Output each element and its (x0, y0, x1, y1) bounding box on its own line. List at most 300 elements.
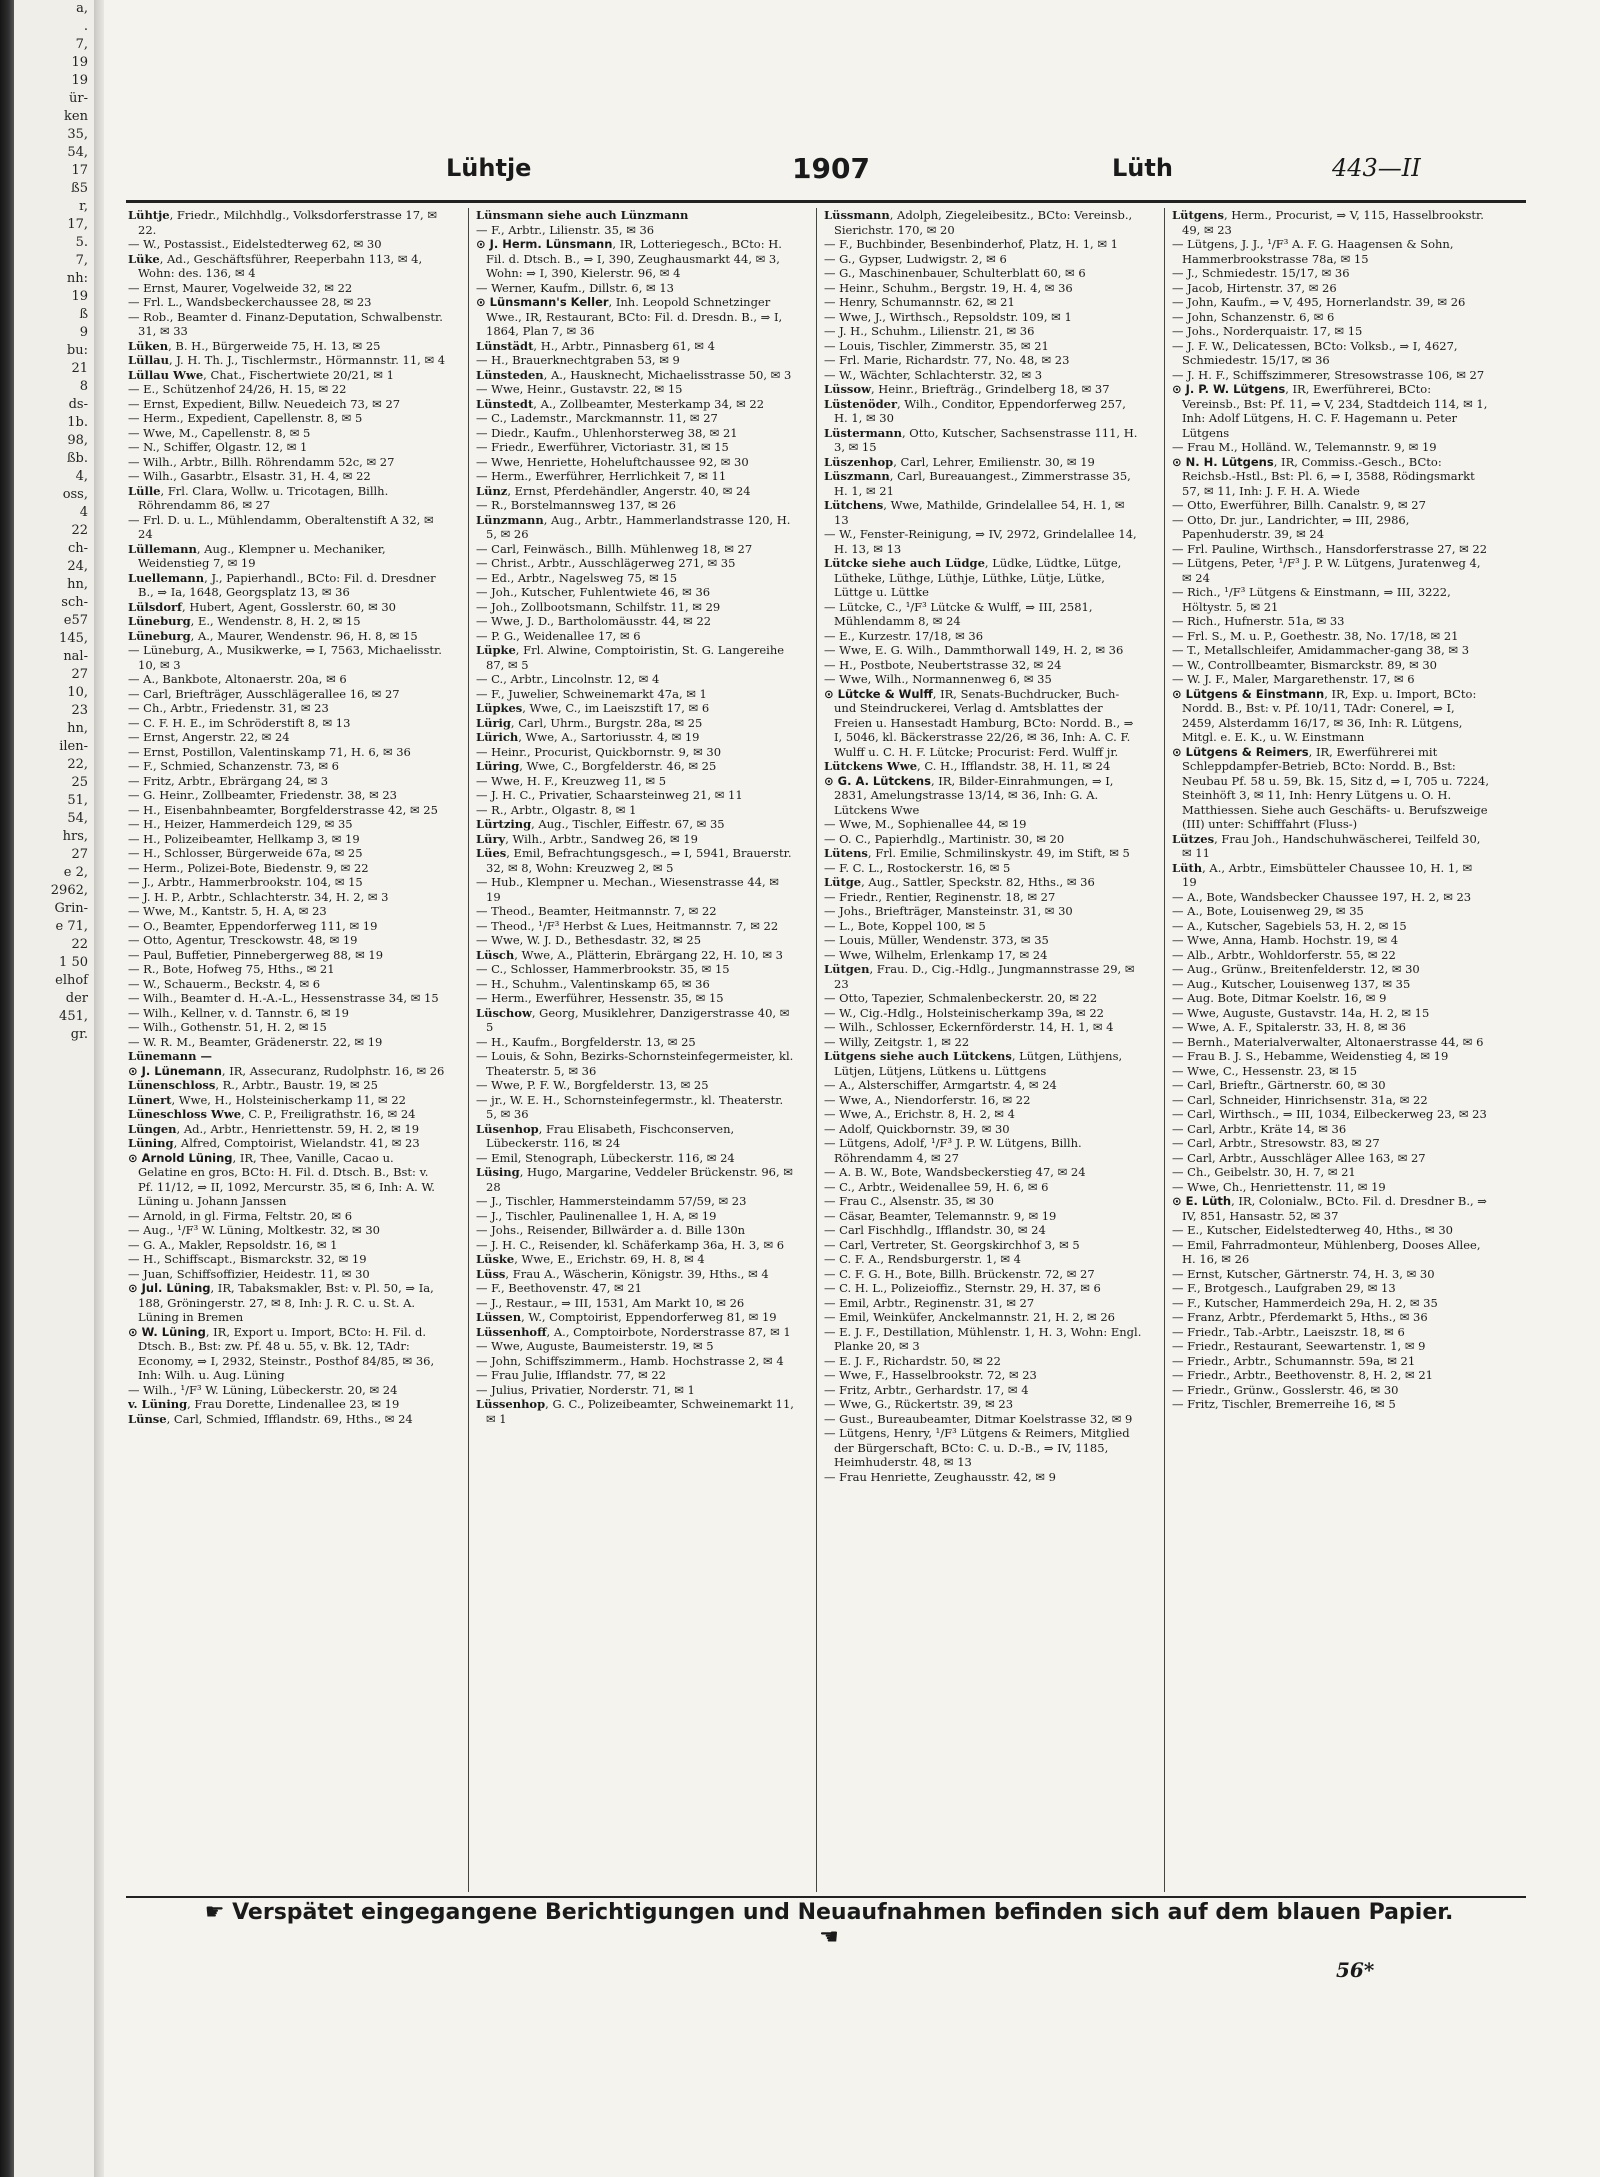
facing-page-fragment: hn, (67, 721, 88, 736)
directory-entry: ⊙ E. Lüth, IR, Colonialw., BCto. Fil. d. Dresdner B., ⇒ IV, 851, Hansastr. 52, ✉ 37 (1172, 1194, 1487, 1223)
directory-entry: — O., Beamter, Eppendorferweg 111, ✉ 19 (128, 918, 378, 933)
facing-page-fragment: . (83, 19, 88, 34)
directory-entry: — Otto, Ewerführer, Billh. Canalstr. 9, ✉ 27 (1172, 498, 1426, 512)
facing-page-fragment: ür- (69, 91, 88, 106)
directory-entry: — J. H. P., Arbtr., Schlachterstr. 34, H. 2, ✉ 3 (128, 889, 389, 904)
directory-entry: — Juan, Schiffsoffizier, Heidestr. 11, ✉ 30 (128, 1266, 370, 1281)
header-rule (126, 200, 1526, 203)
directory-entry: — Ernst, Kutscher, Gärtnerstr. 74, H. 3, ✉ 30 (1172, 1266, 1435, 1281)
directory-entry: — G., Maschinenbauer, Schulterblatt 60, ✉ 6 (824, 266, 1086, 280)
header-year: 1907 (792, 152, 870, 185)
directory-entry: — Theod., Beamter, Heitmannstr. 7, ✉ 22 (476, 904, 717, 918)
directory-entry: — Emil, Arbtr., Reginenstr. 31, ✉ 27 (824, 1295, 1035, 1310)
directory-entry: — Rob., Beamter d. Finanz-Deputation, Schwalbenstr. 31, ✉ 33 (128, 309, 443, 338)
directory-entry: — Theod., ¹/F³ Herbst & Lues, Heitmannstr. 7, ✉ 22 (476, 918, 779, 933)
facing-page-fragment: 19 (71, 73, 88, 88)
directory-entry: — Jacob, Hirtenstr. 37, ✉ 26 (1172, 280, 1337, 295)
directory-entry: — Arnold, in gl. Firma, Feltstr. 20, ✉ 6 (128, 1208, 353, 1223)
directory-entry: — L., Bote, Koppel 100, ✉ 5 (824, 918, 986, 933)
facing-page-fragment: 8 (79, 379, 88, 394)
directory-entry: — Johs., Norderquaistr. 17, ✉ 15 (1172, 324, 1363, 338)
facing-page-fragment: hn, (67, 577, 88, 592)
directory-entry: — Wwe, Wilh., Normannenweg 6, ✉ 35 (824, 672, 1052, 686)
directory-entry: — Wwe, W. J. D., Bethesdastr. 32, ✉ 25 (476, 933, 702, 947)
directory-entry: — C., Schlosser, Hammerbrookstr. 35, ✉ 15 (476, 962, 730, 976)
directory-entry: Lüschow, Georg, Musiklehrer, Danzigerstrasse 40, ✉ 5 (476, 1005, 790, 1034)
column-divider (468, 208, 469, 1892)
directory-entry: — Wwe, A., Niendorferstr. 16, ✉ 22 (824, 1092, 1031, 1107)
directory-entry: — jr., W. E. H., Schornsteinfegermstr., kl. Theaterstr. 5, ✉ 36 (476, 1092, 784, 1121)
directory-entry: — C. F. H. E., im Schröderstift 8, ✉ 13 (128, 715, 351, 730)
directory-entry: — Herm., Ewerführer, Hessenstr. 35, ✉ 15 (476, 991, 724, 1005)
directory-entry: Lüsch, Wwe, A., Plätterin, Ebrärgang 22, H. 10, ✉ 3 (476, 947, 783, 962)
directory-entry: — Willy, Zeitgstr. 1, ✉ 22 (824, 1034, 970, 1049)
directory-entry: — Wwe, E. G. Wilh., Dammthorwall 149, H. 2, ✉ 36 (824, 643, 1124, 657)
directory-page (104, 0, 1600, 2177)
directory-entry: — Wwe, Heinr., Gustavstr. 22, ✉ 15 (476, 382, 683, 396)
directory-entry: Lüneburg, A., Maurer, Wendenstr. 96, H. 8, ✉ 15 (128, 628, 418, 643)
directory-entry: — Lütgens, Adolf, ¹/F³ J. P. W. Lütgens, Billh. Röhrendamm 4, ✉ 27 (824, 1136, 1082, 1165)
facing-page-fragment: 22 (71, 523, 88, 538)
directory-entry: — Ernst, Maurer, Vogelweide 32, ✉ 22 (128, 280, 353, 295)
directory-entry: — Friedr., Ewerführer, Victoriastr. 31, ✉ 15 (476, 440, 729, 454)
directory-entry: — Wilh., Gothenstr. 51, H. 2, ✉ 15 (128, 1020, 327, 1034)
directory-entry: — Friedr., Restaurant, Seewartenstr. 1, ✉ 9 (1172, 1339, 1426, 1353)
facing-page-fragment: 1b. (67, 415, 88, 430)
directory-entry: — H., Schiffscapt., Bismarckstr. 32, ✉ 19 (128, 1252, 367, 1266)
facing-page-fragment: 1 50 (59, 955, 88, 970)
directory-entry: Lüllau, J. H. Th. J., Tischlermstr., Hörmannstr. 11, ✉ 4 (128, 353, 446, 367)
directory-entry: — O. C., Papierhdlg., Martinistr. 30, ✉ 20 (824, 831, 1065, 846)
directory-entry: Lüsenhop, Frau Elisabeth, Fischconserven, Lübeckerstr. 116, ✉ 24 (476, 1121, 735, 1150)
directory-entry: — W., Controllbeamter, Bismarckstr. 89, ✉ 30 (1172, 657, 1437, 672)
directory-entry: — A., Kutscher, Sagebiels 53, H. 2, ✉ 15 (1172, 918, 1407, 933)
directory-entry: — F., Buchbinder, Besenbinderhof, Platz, H. 1, ✉ 1 (824, 237, 1118, 251)
directory-entry: ⊙ Lütgens & Einstmann, IR, Exp. u. Import, BCto: Nordd. B., Bst: v. Pf. 10/11, TAdr: Conerel, ⇒ I, 2459, Alsterdamm 16/17, ✉ 36, Inh: R. Lütgens, Mitgl. e. E. K., u. W. Einstmann (1172, 686, 1477, 744)
directory-entry: — G. A., Makler, Repsoldstr. 16, ✉ 1 (128, 1237, 338, 1252)
directory-entry: — C. F. A., Rendsburgerstr. 1, ✉ 4 (824, 1252, 1021, 1266)
directory-entry: Lünz, Ernst, Pferdehändler, Angerstr. 40, ✉ 24 (476, 483, 751, 498)
directory-entry: — Carl, Brieftr., Gärtnerstr. 60, ✉ 30 (1172, 1078, 1386, 1092)
directory-entry: — Wwe, J. D., Bartholomäusstr. 44, ✉ 22 (476, 614, 712, 628)
directory-entry: — Frau B. J. S., Hebamme, Weidenstieg 4, ✉ 19 (1172, 1049, 1449, 1063)
directory-entry: Lütgens, Herm., Procurist, ⇒ V, 115, Hasselbrookstr. 49, ✉ 23 (1172, 208, 1484, 237)
directory-entry: — C., Arbtr., Weidenallee 59, H. 6, ✉ 6 (824, 1179, 1049, 1194)
directory-entry: — Herm., Polizei-Bote, Biedenstr. 9, ✉ 22 (128, 860, 369, 875)
directory-entry: — Ernst, Postillon, Valentinskamp 71, H. 6, ✉ 36 (128, 744, 411, 759)
directory-entry: — Johs., Briefträger, Mansteinstr. 31, ✉ 30 (824, 904, 1073, 918)
facing-page-fragment: 9 (79, 325, 88, 340)
directory-entry: ⊙ N. H. Lütgens, IR, Commiss.-Gesch., BCto: Reichsb.-Hstl., Bst: Pl. 6, ⇒ I, 3588, Rödingsmarkt 57, ✉ 11, Inh: J. F. H. A. Wiede (1172, 454, 1475, 498)
directory-entry: Lüssow, Heinr., Briefträg., Grindelberg 18, ✉ 37 (824, 382, 1110, 396)
footer-notice (204, 1900, 1454, 1950)
directory-entry: — W. R. M., Beamter, Grädenerstr. 22, ✉ 19 (128, 1034, 383, 1049)
facing-page-fragment: ds- (68, 397, 88, 412)
facing-page-fragment: der (65, 991, 88, 1006)
directory-entry: Lüry, Wilh., Arbtr., Sandweg 26, ✉ 19 (476, 831, 698, 846)
directory-entry: — W., Wächter, Schlachterstr. 32, ✉ 3 (824, 367, 1043, 382)
directory-entry: — Rich., Hufnerstr. 51a, ✉ 33 (1172, 614, 1345, 628)
directory-entry: — Emil, Stenograph, Lübeckerstr. 116, ✉ 24 (476, 1150, 735, 1165)
facing-page-fragment: 2962, (50, 883, 88, 898)
directory-entry: Lüneburg, E., Wendenstr. 8, H. 2, ✉ 15 (128, 614, 361, 628)
facing-page-fragment: 25 (71, 775, 88, 790)
directory-entry: Lüring, Wwe, C., Borgfelderstr. 46, ✉ 25 (476, 759, 717, 773)
directory-entry: — Henry, Schumannstr. 62, ✉ 21 (824, 295, 1015, 309)
directory-entry: — Carl, Arbtr., Ausschläger Allee 163, ✉ 27 (1172, 1150, 1426, 1165)
directory-entry: — Wwe, A. F., Spitalerstr. 33, H. 8, ✉ 36 (1172, 1020, 1406, 1034)
facing-page-fragment: 21 (71, 361, 88, 376)
directory-entry: — Ch., Arbtr., Friedenstr. 31, ✉ 23 (128, 701, 329, 715)
directory-entry: — F., Brotgesch., Laufgraben 29, ✉ 13 (1172, 1281, 1396, 1295)
directory-entry: — F., Juwelier, Schweinemarkt 47a, ✉ 1 (476, 686, 707, 701)
directory-entry: — C., Arbtr., Lincolnstr. 12, ✉ 4 (476, 672, 660, 686)
pointing-hand-right-icon: ☚ (819, 1925, 839, 1950)
facing-page-fragment: 27 (71, 667, 88, 682)
directory-entry: — F., Schmied, Schanzenstr. 73, ✉ 6 (128, 759, 339, 773)
directory-entry: — N., Schiffer, Olgastr. 12, ✉ 1 (128, 440, 308, 454)
facing-page-fragment: 19 (71, 289, 88, 304)
directory-entry: — Lütcke, C., ¹/F³ Lütcke & Wulff, ⇒ III, 2581, Mühlendamm 8, ✉ 24 (824, 599, 1093, 628)
directory-entry: — A., Bankbote, Altonaerstr. 20a, ✉ 6 (128, 672, 347, 686)
directory-entry: Lünstedt, A., Zollbeamter, Mesterkamp 34, ✉ 22 (476, 396, 765, 411)
directory-entry: Lües, Emil, Befrachtungsgesch., ⇒ I, 5941, Brauerstr. 32, ✉ 8, Wohn: Kreuzweg 2, ✉ 5 (476, 846, 792, 875)
facing-page-fragment: 98, (67, 433, 88, 448)
facing-page-strip (14, 0, 94, 2177)
directory-entry: — J. H. C., Reisender, kl. Schäferkamp 36a, H. 3, ✉ 6 (476, 1237, 785, 1252)
directory-entry: — Ch., Geibelstr. 30, H. 7, ✉ 21 (1172, 1165, 1356, 1179)
facing-page-fragment: e 71, (55, 919, 88, 934)
directory-entry: — Wwe, Auguste, Baumeisterstr. 19, ✉ 5 (476, 1339, 714, 1353)
directory-entry: — Wwe, A., Erichstr. 8, H. 2, ✉ 4 (824, 1107, 1015, 1121)
facing-page-fragment: ch- (67, 541, 88, 556)
directory-entry: Lüss, Frau A., Wäscherin, Königstr. 39, Hths., ✉ 4 (476, 1266, 769, 1281)
directory-entry: — J. H. C., Privatier, Schaarsteinweg 21, ✉ 11 (476, 788, 743, 802)
directory-entry: — F., Kutscher, Hammerdeich 29a, H. 2, ✉ 35 (1172, 1295, 1438, 1310)
directory-entry: — Frl. L., Wandsbeckerchaussee 28, ✉ 23 (128, 295, 372, 309)
directory-entry: — Wwe, M., Sophienallee 44, ✉ 19 (824, 817, 1027, 831)
column-divider (816, 208, 817, 1892)
directory-entry: Lürig, Carl, Uhrm., Burgstr. 28a, ✉ 25 (476, 715, 703, 730)
directory-entry: — Wwe, Ch., Henriettenstr. 11, ✉ 19 (1172, 1179, 1386, 1194)
directory-entry: — Carl, Arbtr., Stresowstr. 83, ✉ 27 (1172, 1136, 1380, 1150)
directory-entry: — Fritz, Tischler, Bremerreihe 16, ✉ 5 (1172, 1397, 1396, 1411)
directory-entry: — Carl, Feinwäsch., Billh. Mühlenweg 18, ✉ 27 (476, 541, 753, 556)
directory-entry: — Paul, Buffetier, Pinnebergerweg 88, ✉ 19 (128, 947, 384, 962)
directory-entry: — E., Kutscher, Eidelstedterweg 40, Hths., ✉ 30 (1172, 1223, 1453, 1237)
header-page-ref: 443—II (1332, 154, 1421, 182)
directory-entry: — Carl Fischhdlg., Ifflandstr. 30, ✉ 24 (824, 1223, 1046, 1237)
facing-page-fragment: sch- (61, 595, 88, 610)
directory-entry: ⊙ G. A. Lütckens, IR, Bilder-Einrahmungen, ⇒ I, 2831, Amelungstrasse 13/14, ✉ 36, Inh: G. A. Lütckens Wwe (824, 773, 1114, 817)
directory-entry: — W., Cig.-Hdlg., Holsteinischerkamp 39a, ✉ 22 (824, 1005, 1104, 1020)
facing-page-fragment: nal- (63, 649, 88, 664)
directory-entry: — Wilh., ¹/F³ W. Lüning, Lübeckerstr. 20, ✉ 24 (128, 1382, 398, 1397)
facing-page-fragment: 17 (71, 163, 88, 178)
facing-page-fragment: ken (64, 109, 88, 124)
directory-entry: — Frl. Pauline, Wirthsch., Hansdorferstrasse 27, ✉ 22 (1172, 541, 1488, 556)
directory-entry: — C., Lademstr., Marckmannstr. 11, ✉ 27 (476, 411, 718, 425)
directory-entry: Lürich, Wwe, A., Sartoriusstr. 4, ✉ 19 (476, 730, 700, 744)
directory-entry: — Wwe, Henriette, Hoheluftchaussee 92, ✉ 30 (476, 454, 749, 469)
directory-entry: — Bernh., Materialverwalter, Altonaerstrasse 44, ✉ 6 (1172, 1034, 1484, 1049)
directory-entry: Lütens, Frl. Emilie, Schmilinskystr. 49, im Stift, ✉ 5 (824, 846, 1130, 860)
directory-entry: — Diedr., Kaufm., Uhlenhorsterweg 38, ✉ 21 (476, 425, 738, 440)
directory-entry: — Julius, Privatier, Norderstr. 71, ✉ 1 (476, 1382, 695, 1397)
directory-entry: — Joh., Zollbootsmann, Schilfstr. 11, ✉ 29 (476, 599, 721, 614)
directory-entry: — J. H. F., Schiffszimmerer, Stresowstrasse 106, ✉ 27 (1172, 367, 1485, 382)
facing-page-fragment: 10, (67, 685, 88, 700)
directory-entry: — Aug., Kutscher, Louisenweg 137, ✉ 35 (1172, 976, 1411, 991)
directory-entry: — Heinr., Schuhm., Bergstr. 19, H. 4, ✉ 36 (824, 280, 1073, 295)
column-2 (476, 208, 794, 1892)
directory-entry: Lünsteden, A., Hausknecht, Michaelisstrasse 50, ✉ 3 (476, 367, 792, 382)
directory-entry: Lüssenhop, G. C., Polizeibeamter, Schweinemarkt 11, ✉ 1 (476, 1397, 794, 1426)
directory-entry: — E., Schützenhof 24/26, H. 15, ✉ 22 (128, 382, 347, 396)
directory-entry: Lütgens siehe auch Lütckens, Lütgen, Lüthjens, Lütjen, Lütjens, Lütkens u. Lüttgens (824, 1049, 1123, 1078)
directory-entry: — F., Beethovenstr. 47, ✉ 21 (476, 1281, 642, 1295)
directory-entry: — Carl, Wirthsch., ⇒ III, 1034, Eilbeckerweg 23, ✉ 23 (1172, 1107, 1487, 1121)
directory-entry: — W., Postassist., Eidelstedterweg 62, ✉ 30 (128, 237, 382, 251)
directory-entry: Lütchens, Wwe, Mathilde, Grindelallee 54, H. 1, ✉ 13 (824, 498, 1125, 527)
facing-page-fragment: 7, (75, 253, 88, 268)
page-gutter (94, 0, 104, 2177)
directory-entry: — Cäsar, Beamter, Telemannstr. 9, ✉ 19 (824, 1208, 1057, 1223)
facing-page-fragment: gr. (70, 1027, 88, 1042)
directory-entry: — Hub., Klempner u. Mechan., Wiesenstrasse 44, ✉ 19 (476, 875, 779, 904)
facing-page-fragment: 17, (67, 217, 88, 232)
directory-entry: — John, Schanzenstr. 6, ✉ 6 (1172, 309, 1335, 324)
directory-entry: ⊙ W. Lüning, IR, Export u. Import, BCto: H. Fil. d. Dtsch. B., Bst: zw. Pf. 48 u. 55, v. Bk. 12, TAdr: Economy, ⇒ I, 2932, Steinstr., Posthof 84/85, ✉ 36, Inh: Wilh. u. Aug. Lüning (128, 1324, 435, 1382)
directory-entry: — Adolf, Quickbornstr. 39, ✉ 30 (824, 1121, 1010, 1136)
directory-entry: — Carl, Briefträger, Ausschlägerallee 16, ✉ 27 (128, 686, 400, 701)
directory-entry: — Wwe, Anna, Hamb. Hochstr. 19, ✉ 4 (1172, 933, 1399, 947)
directory-entry: — Frl. D. u. L., Mühlendamm, Oberaltenstift A 32, ✉ 24 (128, 512, 434, 541)
directory-entry: — Rich., ¹/F³ Lütgens & Einstmann, ⇒ III, 3222, Höltystr. 5, ✉ 21 (1172, 585, 1451, 614)
directory-entry: Lüszenhop, Carl, Lehrer, Emilienstr. 30, ✉ 19 (824, 454, 1095, 469)
directory-entry: — J. F. W., Delicatessen, BCto: Volksb., ⇒ I, 4627, Schmiedestr. 15/17, ✉ 36 (1172, 338, 1458, 367)
directory-entry: — Wwe, Wilhelm, Erlenkamp 17, ✉ 24 (824, 947, 1048, 962)
facing-page-fragment: 27 (71, 847, 88, 862)
directory-entry: — Otto, Tapezier, Schmalenbeckerstr. 20, ✉ 22 (824, 991, 1098, 1005)
directory-entry: — Wilh., Gasarbtr., Elsastr. 31, H. 4, ✉ 22 (128, 469, 371, 483)
directory-entry: v. Lüning, Frau Dorette, Lindenallee 23, ✉ 19 (128, 1397, 400, 1411)
directory-entry: Lünenschloss, R., Arbtr., Baustr. 19, ✉ 25 (128, 1078, 378, 1092)
directory-entry: — Christ., Arbtr., Ausschlägerweg 271, ✉ 35 (476, 556, 736, 570)
directory-entry: — Wwe, F., Hasselbrookstr. 72, ✉ 23 (824, 1368, 1037, 1382)
directory-entry: — Wwe, Auguste, Gustavstr. 14a, H. 2, ✉ 15 (1172, 1005, 1430, 1020)
directory-entry: Lüneschloss Wwe, C. P., Freiligrathstr. 16, ✉ 24 (128, 1107, 416, 1121)
directory-entry: — Lütgens, Peter, ¹/F³ J. P. W. Lütgens, Juratenweg 4, ✉ 24 (1172, 556, 1481, 585)
facing-page-fragment: 22, (67, 757, 88, 772)
facing-page-fragment: elhof (55, 973, 88, 988)
directory-entry: ⊙ J. Herm. Lünsmann, IR, Lotteriegesch., BCto: H. Fil. d. Dtsch. B., ⇒ I, 390, Zeughausmarkt 44, ✉ 3, Wohn: ⇒ I, 390, Kielerstr. 96, ✉ 4 (476, 237, 782, 280)
directory-entry: Lüstenöder, Wilh., Conditor, Eppendorferweg 257, H. 1, ✉ 30 (824, 396, 1126, 425)
directory-entry: — G. Heinr., Zollbeamter, Friedenstr. 38, ✉ 23 (128, 788, 398, 802)
directory-entry: Lütckens Wwe, C. H., Ifflandstr. 38, H. 11, ✉ 24 (824, 759, 1111, 773)
directory-entry: — Wilh., Schlosser, Eckernförderstr. 14, H. 1, ✉ 4 (824, 1020, 1114, 1034)
directory-entry: — Ernst, Expedient, Billw. Neuedeich 73, ✉ 27 (128, 396, 401, 411)
directory-entry: — Wilh., Arbtr., Billh. Röhrendamm 52c, ✉ 27 (128, 454, 395, 469)
directory-entry: — J., Arbtr., Hammerbrookstr. 104, ✉ 15 (128, 875, 363, 889)
directory-entry: — Fritz, Arbtr., Gerhardstr. 17, ✉ 4 (824, 1382, 1029, 1397)
directory-entry: Lünse, Carl, Schmied, Ifflandstr. 69, Hths., ✉ 24 (128, 1411, 413, 1426)
facing-page-fragment: hrs, (62, 829, 88, 844)
directory-entry: — Frau C., Alsenstr. 35, ✉ 30 (824, 1194, 994, 1208)
directory-entry: — F. C. L., Rostockerstr. 16, ✉ 5 (824, 860, 1011, 875)
directory-entry: Lüske, Wwe, E., Erichstr. 69, H. 8, ✉ 4 (476, 1252, 705, 1266)
directory-entry: — C. F. G. H., Bote, Billh. Brückenstr. 72, ✉ 27 (824, 1266, 1095, 1281)
header-first-name: Lühtje (446, 154, 532, 182)
directory-entry: — A., Alsterschiffer, Armgartstr. 4, ✉ 24 (824, 1078, 1057, 1092)
directory-entry: — H., Heizer, Hammerdeich 129, ✉ 35 (128, 817, 353, 831)
column-1 (128, 208, 446, 1892)
directory-entry: — Louis, & Sohn, Bezirks-Schornsteinfegermeister, kl. Theaterstr. 5, ✉ 36 (476, 1049, 794, 1078)
directory-entry: — Wilh., Beamter d. H.-A.-L., Hessenstrasse 34, ✉ 15 (128, 991, 439, 1005)
footer-notice-text: Verspätet eingegangene Berichtigungen und Neuaufnahmen befinden sich auf dem blauen Papier. (232, 1900, 1454, 1925)
directory-entry: — J., Restaur., ⇒ III, 1531, Am Markt 10, ✉ 26 (476, 1295, 745, 1310)
directory-entry: Lüllau Wwe, Chat., Fischertwiete 20/21, ✉ 1 (128, 367, 394, 382)
directory-entry: — W. J. F., Maler, Margarethenstr. 17, ✉ 6 (1172, 672, 1415, 686)
directory-entry: — Werner, Kaufm., Dillstr. 6, ✉ 13 (476, 280, 674, 295)
directory-entry: — Joh., Kutscher, Fuhlentwiete 46, ✉ 36 (476, 585, 711, 599)
directory-entry: ⊙ Lünsmann's Keller, Inh. Leopold Schnetzinger Wwe., IR, Restaurant, BCto: Fil. d. Dresdn. B., ⇒ I, 1864, Plan 7, ✉ 36 (476, 295, 783, 338)
running-header (132, 154, 1522, 188)
directory-entry: Lüssmann, Adolph, Ziegeleibesitz., BCto: Vereinsb., Sierichstr. 170, ✉ 20 (824, 208, 1133, 237)
directory-entry: — John, Kaufm., ⇒ V, 495, Hornerlandstr. 39, ✉ 26 (1172, 295, 1466, 309)
directory-entry: — J. H., Schuhm., Lilienstr. 21, ✉ 36 (824, 324, 1035, 338)
directory-entry: — Otto, Dr. jur., Landrichter, ⇒ III, 2986, Papenhuderstr. 39, ✉ 24 (1172, 512, 1410, 541)
directory-entry: Lüngen, Ad., Arbtr., Henriettenstr. 59, H. 2, ✉ 19 (128, 1121, 420, 1136)
directory-entry: — Carl, Arbtr., Kräte 14, ✉ 36 (1172, 1121, 1347, 1136)
directory-entry: — Wwe, J., Wirthsch., Repsoldstr. 109, ✉ 1 (824, 309, 1072, 324)
directory-entry: Lütcke siehe auch Lüdge, Lüdke, Lüdtke, Lütge, Lütheke, Lüthge, Lüthje, Lüthke, Lütje, Lütke, Lüttge u. Lüttke (824, 556, 1122, 599)
facing-page-fragment: 19 (71, 55, 88, 70)
directory-entry: — Friedr., Arbtr., Beethovenstr. 8, H. 2, ✉ 21 (1172, 1368, 1433, 1382)
directory-entry: — Gust., Bureaubeamter, Ditmar Koelstrasse 32, ✉ 9 (824, 1411, 1133, 1426)
facing-page-fragment: 54, (67, 145, 88, 160)
facing-page-fragment: ß (79, 307, 88, 322)
directory-entry: — W., Schauerm., Beckstr. 4, ✉ 6 (128, 976, 321, 991)
directory-entry: Lüstermann, Otto, Kutscher, Sachsenstrasse 111, H. 3, ✉ 15 (824, 425, 1138, 454)
directory-entry: — Alb., Arbtr., Wohldorferstr. 55, ✉ 22 (1172, 947, 1396, 962)
column-divider (1164, 208, 1165, 1892)
directory-entry: — Emil, Fahrradmonteur, Mühlenberg, Dooses Allee, H. 16, ✉ 26 (1172, 1237, 1481, 1266)
directory-entry: — Frau M., Holländ. W., Telemannstr. 9, ✉ 19 (1172, 440, 1437, 454)
directory-entry: — Herm., Expedient, Capellenstr. 8, ✉ 5 (128, 411, 363, 425)
directory-entry: — Friedr., Rentier, Reginenstr. 18, ✉ 27 (824, 889, 1056, 904)
directory-entry: — Friedr., Arbtr., Schumannstr. 59a, ✉ 21 (1172, 1353, 1416, 1368)
directory-entry: Lülsdorf, Hubert, Agent, Gosslerstr. 60, ✉ 30 (128, 599, 397, 614)
facing-page-fragment: 4, (75, 469, 88, 484)
directory-entry: Lüning, Alfred, Comptoirist, Wielandstr. 41, ✉ 23 (128, 1136, 420, 1150)
directory-entry: ⊙ J. Lünemann, IR, Assecuranz, Rudolphstr. 16, ✉ 26 (128, 1063, 445, 1078)
directory-entry: — Heinr., Procurist, Quickbornstr. 9, ✉ 30 (476, 744, 722, 759)
directory-entry: — Ernst, Angerstr. 22, ✉ 24 (128, 730, 290, 744)
facing-page-fragment: 451, (59, 1009, 88, 1024)
directory-entry: — H., Eisenbahnbeamter, Borgfelderstrasse 42, ✉ 25 (128, 802, 438, 817)
directory-entry: — Wwe, M., Kantstr. 5, H. A, ✉ 23 (128, 904, 327, 918)
directory-entry: — R., Bote, Hofweg 75, Hths., ✉ 21 (128, 962, 335, 976)
book-binding-edge (0, 0, 14, 2177)
directory-entry: — Lüneburg, A., Musikwerke, ⇒ I, 7563, Michaelisstr. 10, ✉ 3 (128, 643, 442, 672)
directory-entry: — Friedr., Grünw., Gosslerstr. 46, ✉ 30 (1172, 1382, 1399, 1397)
directory-entry: — J., Schmiedestr. 15/17, ✉ 36 (1172, 266, 1350, 280)
directory-entry: — Lütgens, Henry, ¹/F³ Lütgens & Reimers, Mitglied der Bürgerschaft, BCto: C. u. D.-B., ⇒ IV, 1185, Heimhuderstr. 48, ✉ 13 (824, 1426, 1130, 1469)
directory-entry: — Franz, Arbtr., Pferdemarkt 5, Hths., ✉ 36 (1172, 1310, 1428, 1324)
directory-entry: Lütgen, Frau. D., Cig.-Hdlg., Jungmannstrasse 29, ✉ 23 (824, 962, 1135, 991)
facing-page-fragment: 35, (67, 127, 88, 142)
directory-entry: — Otto, Agentur, Tresckowstr. 48, ✉ 19 (128, 933, 358, 947)
facing-page-fragment: ilen- (59, 739, 88, 754)
directory-entry: — Wwe, P. F. W., Borgfelderstr. 13, ✉ 25 (476, 1078, 709, 1092)
facing-page-fragment: 5. (75, 235, 88, 250)
directory-entry: — W., Fenster-Reinigung, ⇒ IV, 2972, Grindelallee 14, H. 13, ✉ 13 (824, 527, 1137, 556)
directory-entry: Lüssen, W., Comptoirist, Eppendorferweg 81, ✉ 19 (476, 1310, 777, 1324)
directory-entry: — J., Tischler, Paulinenallee 1, H. A, ✉ 19 (476, 1208, 717, 1223)
directory-entry: — R., Borstelmannsweg 137, ✉ 26 (476, 498, 676, 512)
directory-entry: Lülle, Frl. Clara, Wollw. u. Tricotagen, Billh. Röhrendamm 86, ✉ 27 (128, 483, 389, 512)
directory-entry: — Aug., ¹/F³ W. Lüning, Moltkestr. 32, ✉ 30 (128, 1223, 380, 1237)
directory-entry: — Aug., Grünw., Breitenfelderstr. 12, ✉ 30 (1172, 962, 1420, 976)
directory-entry: Lüssenhoff, A., Comptoirbote, Norderstrasse 87, ✉ 1 (476, 1324, 791, 1339)
directory-entry: Lüszmann, Carl, Bureauangest., Zimmerstrasse 35, H. 1, ✉ 21 (824, 469, 1131, 498)
directory-entry: — Herm., Ewerführer, Herrlichkeit 7, ✉ 11 (476, 469, 727, 483)
facing-page-fragment: Grin- (54, 901, 88, 916)
directory-entry: — E., Kurzestr. 17/18, ✉ 36 (824, 628, 984, 643)
header-last-name: Lüth (1112, 154, 1173, 182)
directory-entry: — G., Gypser, Ludwigstr. 2, ✉ 6 (824, 251, 1007, 266)
column-3 (824, 208, 1142, 1892)
directory-entry: — E. J. F., Richardstr. 50, ✉ 22 (824, 1353, 1001, 1368)
directory-entry: Lünzmann, Aug., Arbtr., Hammerlandstrasse 120, H. 5, ✉ 26 (476, 512, 791, 541)
directory-entry: Lünsmann siehe auch Lünzmann (476, 208, 689, 222)
directory-entry: — H., Schuhm., Valentinskamp 65, ✉ 36 (476, 976, 710, 991)
directory-entry: — Emil, Weinküfer, Anckelmannstr. 21, H. 2, ✉ 26 (824, 1310, 1115, 1324)
directory-entry: Lühtje, Friedr., Milchhdlg., Volksdorferstrasse 17, ✉ 22. (128, 208, 437, 237)
facing-page-fragment: 51, (67, 793, 88, 808)
footer-rule (126, 1896, 1526, 1898)
directory-entry: Lütge, Aug., Sattler, Speckstr. 82, Hths., ✉ 36 (824, 875, 1095, 889)
directory-entry: — John, Schiffszimmerm., Hamb. Hochstrasse 2, ✉ 4 (476, 1353, 784, 1368)
page-number: 56* (1336, 1958, 1375, 1982)
directory-entry: Lüken, B. H., Bürgerweide 75, H. 13, ✉ 25 (128, 338, 381, 353)
directory-entry: Lüth, A., Arbtr., Eimsbütteler Chaussee 10, H. 1, ✉ 19 (1172, 860, 1473, 889)
facing-page-fragment: 22 (71, 937, 88, 952)
directory-entry: Lüpkes, Wwe, C., im Laeiszstift 17, ✉ 6 (476, 701, 710, 715)
directory-entry: Lünemann — (128, 1049, 212, 1063)
directory-entry: — Wwe, M., Capellenstr. 8, ✉ 5 (128, 425, 311, 440)
directory-entry: — C. H. L., Polizeioffiz., Sternstr. 29, H. 37, ✉ 6 (824, 1281, 1101, 1295)
directory-entry: — Wwe, H. F., Kreuzweg 11, ✉ 5 (476, 773, 667, 788)
directory-entry: ⊙ J. P. W. Lütgens, IR, Ewerführerei, BCto: Vereinsb., Bst: Pf. 11, ⇒ V, 234, Stadtdeich 114, ✉ 1, Inh: Adolf Lütgens, H. C. F. Hagemann u. Peter Lütgens (1172, 382, 1488, 440)
facing-page-fragment: a, (76, 1, 88, 16)
directory-entry: — Louis, Müller, Wendenstr. 373, ✉ 35 (824, 933, 1049, 947)
directory-entry: Lürtzing, Aug., Tischler, Eiffestr. 67, ✉ 35 (476, 817, 725, 831)
facing-page-fragment: nh: (66, 271, 88, 286)
directory-entry: — Carl, Vertreter, St. Georgskirchhof 3, ✉ 5 (824, 1237, 1080, 1252)
directory-entry: — T., Metallschleifer, Amidammacher-gang 38, ✉ 3 (1172, 643, 1470, 657)
directory-entry: — Wilh., Kellner, v. d. Tannstr. 6, ✉ 19 (128, 1005, 349, 1020)
pointing-hand-left-icon: ☛ (204, 1900, 225, 1925)
directory-entry: — Johs., Reisender, Billwärder a. d. Bille 130n (476, 1223, 746, 1237)
directory-entry: — J., Tischler, Hammersteindamm 57/59, ✉ 23 (476, 1194, 747, 1208)
directory-entry: — Ed., Arbtr., Nagelsweg 75, ✉ 15 (476, 570, 678, 585)
directory-entry: Lüsing, Hugo, Margarine, Veddeler Brückenstr. 96, ✉ 28 (476, 1165, 793, 1194)
directory-entry: Lünert, Wwe, H., Holsteinischerkamp 11, ✉ 22 (128, 1092, 406, 1107)
column-4 (1172, 208, 1490, 1892)
facing-page-fragment: bu: (66, 343, 88, 358)
